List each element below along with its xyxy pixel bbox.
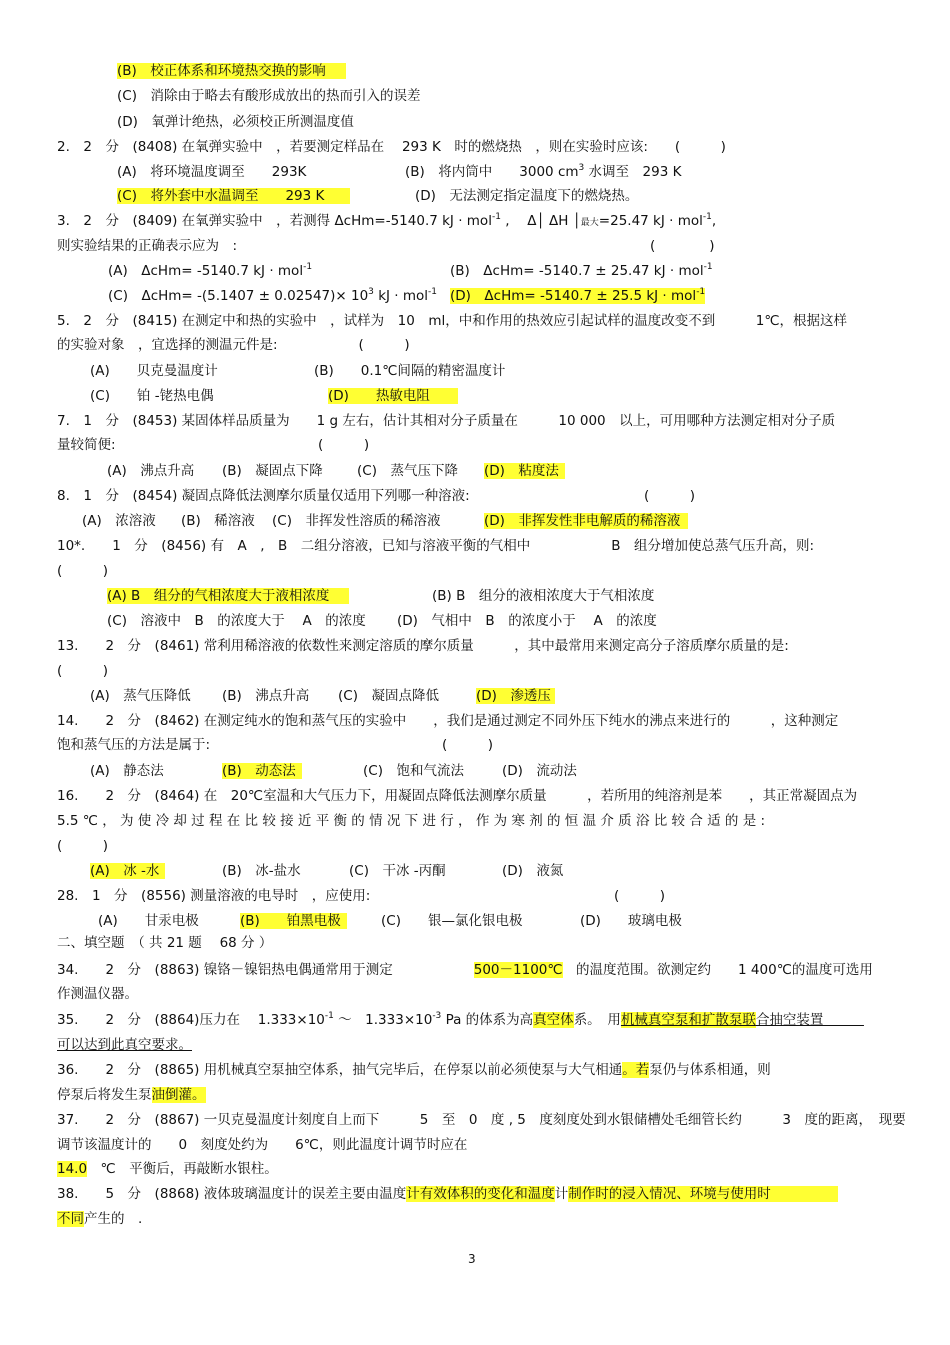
q13-option-c: (C) 凝固点降低 [338,688,439,704]
q36-answer-2: 油倒灌。 [151,1087,206,1103]
q3-option-b: (B) ΔcHm= -5140.7 ± 25.47 kJ · mol$^{-1}$ [450,262,713,279]
q2-option-d: (D) 无法测定指定温度下的燃烧热。 [415,188,639,204]
section-heading-fill-in: 二、填空题 （ 共 21 题 68 分 ） [57,935,273,951]
q8-option-d: (D) 非挥发性非电解质的稀溶液 [484,515,688,529]
q2-option-c: (C) 将外套中水温调至 293 K [117,190,350,204]
q14-option-c: (C) 饱和气流法 [363,763,464,779]
q37-stem: 37. 2 分 (8867) 一贝克曼温度计刻度自上而下 5 至 0 度 , 5 度刻度处到水银储槽处毛细管长约 3 度的距离， 现要 [57,1112,906,1128]
q3-option-d: (D) ΔcHm= -5140.7 ± 25.5 kJ · mol$^{-1}$ [450,287,706,304]
q1-option-b: (B) 校正体系和环境热交换的影响 [117,65,346,79]
q8-answer-paren: ( ) [644,488,696,504]
q7-stem-line2: 量较简便: ( ) [57,437,370,453]
q3-stem-line2: 则实验结果的正确表示应为 : [57,238,238,254]
q7-option-b: (B) 凝固点下降 [222,463,323,479]
q37-stem-line2: 调节该温度计的 0 刻度处约为 6℃，则此温度计调节时应在 [57,1137,468,1153]
q5-option-c: (C) 铂 -铑热电偶 [90,388,214,404]
q13-stem: 13. 2 分 (8461) 常利用稀溶液的依数性来测定溶质的摩尔质量 ，其中最常用来测定高分子溶质摩尔质量的是: [57,638,789,654]
q38-answer-3: 不同 [57,1211,84,1227]
q16-option-b: (B) 冰-盐水 [222,863,301,879]
q5-option-d: (D) 热敏电阻 [328,390,458,404]
q36-answer-1: 。若 [622,1062,650,1078]
q34-answer: 500－1100℃ [473,962,563,978]
q1-option-c: (C) 消除由于略去有酸形成放出的热而引入的误差 [117,88,421,104]
q7-option-d: (D) 粘度法 [484,465,565,479]
q13-option-b: (B) 沸点升高 [222,688,310,704]
q1-option-d: (D) 氧弹计绝热，必须校正所测温度值 [117,114,354,130]
q7-option-c: (C) 蒸气压下降 [357,463,458,479]
page-number: 3 [468,1252,476,1266]
q7-option-a: (A) 沸点升高 [107,463,195,479]
q14-option-a: (A) 静态法 [90,763,164,779]
q10-stem: 10*. 1 分 (8456) 有 A , B 二组分溶液，已知与溶液平衡的气相中 B 组分增加使总蒸气压升高，则: [57,538,815,554]
q37-stem-line3: 14.0 ℃ 平衡后，再敲断水银柱。 [57,1161,278,1177]
q8-stem: 8. 1 分 (8454) 凝固点降低法测摩尔质量仅适用下列哪一种溶液: [57,488,470,504]
q28-answer-paren: ( ) [614,888,666,904]
q5-option-b: (B) 0.1℃间隔的精密温度计 [314,363,506,379]
q14-option-b: (B) 动态法 [222,765,302,779]
q28-option-a: (A) 甘汞电极 [98,913,199,929]
q13-answer-paren: ( ) [57,663,109,679]
q8-option-b: (B) 稀溶液 [181,513,255,529]
q16-option-a: (A) 冰 -水 [90,865,165,879]
q16-option-c: (C) 干冰 -丙酮 [349,863,446,879]
q10-option-b: (B) B 组分的液相浓度大于气相浓度 [432,588,655,604]
q14-option-d: (D) 流动法 [502,763,577,779]
q28-stem: 28. 1 分 (8556) 测量溶液的电导时 ，应使用: [57,888,371,904]
q14-stem-line2: 饱和蒸气压的方法是属于: [57,737,211,753]
q8-option-c: (C) 非挥发性溶质的稀溶液 [272,513,441,529]
q10-option-a: (A) B 组分的气相浓度大于液相浓度 [107,590,349,604]
q3-answer-paren: ( ) [650,238,715,254]
q16-stem-line2: 5.5 ℃ ， 为 使 冷 却 过 程 在 比 较 接 近 平 衡 的 情 况 下 进 行 ， 作 为 寒 剂 的 恒 温 介 质 浴 比 较 合 适 的 是 : [57,813,766,829]
q16-option-d: (D) 液氮 [502,863,564,879]
q38-answer-2: 制作时的浸入情况、环境与使用时 [568,1186,839,1202]
q2-stem: 2. 2 分 (8408) 在氧弹实验中 ，若要测定样品在 293 K 时的燃烧热 ，则在实验时应该: ( ) [57,139,726,155]
q7-stem: 7. 1 分 (8453) 某固体样品质量为 1 g 左右，估计其相对分子质量在 10 000 以上，可用哪种方法测定相对分子质 [57,413,836,429]
q28-option-c: (C) 银—氯化银电极 [381,913,523,929]
q5-stem-line2: 的实验对象 ，宜选择的测温元件是: ( ) [57,337,410,353]
q8-option-a: (A) 浓溶液 [82,513,156,529]
q3-stem: 3. 2 分 (8409) 在氧弹实验中 ，若测得 ΔcHm=-5140.7 kJ · mol$^{-1}$ , Δ│ ΔH │最大=25.47 kJ · mol$^{-1}$, [57,212,717,229]
q35-stem: 35. 2 分 (8864)压力在 $1.333\times 10^{-1}$ ～ $1.333\times 10^{-3}$ Pa 的体系为高真空体系。 用机械真空泵和扩散泵联合抽空装置 [57,1011,864,1028]
q2-option-b: (B) 将内筒中 3000 $cm^3$ 水调至 293 K [405,163,682,180]
q14-stem: 14. 2 分 (8462) 在测定纯水的饱和蒸气压的实验中 ，我们是通过测定不同外压下纯水的沸点来进行的 ，这种测定 [57,713,839,729]
q38-stem: 38. 5 分 (8868) 液体玻璃温度计的误差主要由温度计有效体积的变化和温度计制作时的浸入情况、环境与使用时 [57,1186,839,1202]
q35-answer-1: 真空体 [533,1012,574,1028]
q36-stem: 36. 2 分 (8865) 用机械真空泵抽空体系，抽气完毕后，在停泵以前必须使泵与大气相通。若泵仍与体系相通，则 [57,1062,771,1078]
q34-stem: 34. 2 分 (8863) 镍铬－镍铝热电偶通常用于测定 500－1100℃ 的温度范围。欲测定约 1 400℃的温度可选用 [57,962,873,978]
q10-answer-paren: ( ) [57,563,109,579]
q13-option-d: (D) 渗透压 [476,690,555,704]
q10-option-d: (D) 气相中 B 的浓度小于 A 的浓度 [397,613,657,629]
q10-option-c: (C) 溶液中 B 的浓度大于 A 的浓度 [107,613,366,629]
q3-option-c: (C) $\Delta cHm= -(5.1407 \pm 0.02547)\times 10^3$ kJ · mol$^{-1}$ [108,287,438,304]
q16-answer-paren: ( ) [57,838,109,854]
q5-option-a: (A) 贝克曼温度计 [90,363,218,379]
q13-option-a: (A) 蒸气压降低 [90,688,191,704]
q5-stem: 5. 2 分 (8415) 在测定中和热的实验中 ，试样为 10 ml，中和作用的热效应引起试样的温度改变不到 1℃，根据这样 [57,313,847,329]
q38-stem-line2: 不同产生的 . [57,1211,143,1227]
q2-option-a: (A) 将环境温度调至 293K [117,164,307,180]
q36-stem-line2: 停泵后将发生泵油倒灌。 [57,1087,206,1103]
q34-stem-line2: 作测温仪器。 [57,986,138,1002]
q35-stem-line2: 可以达到此真空要求。 [57,1037,192,1053]
q28-option-b: (B) 铂黑电极 [240,915,347,929]
q35-answer-2: 机械真空泵和扩散泵联 [620,1012,756,1028]
q14-answer-paren: ( ) [442,737,494,753]
q38-answer-1: 计有效体积的变化和温度 [406,1186,555,1202]
q37-answer: 14.0 [57,1161,88,1177]
q16-stem: 16. 2 分 (8464) 在 20℃室温和大气压力下，用凝固点降低法测摩尔质量 ，若所用的纯溶剂是苯 ，其正常凝固点为 [57,788,858,804]
q28-option-d: (D) 玻璃电极 [580,913,682,929]
q3-option-a: (A) ΔcHm= -5140.7 kJ · mol$^{-1}$ [108,262,313,279]
